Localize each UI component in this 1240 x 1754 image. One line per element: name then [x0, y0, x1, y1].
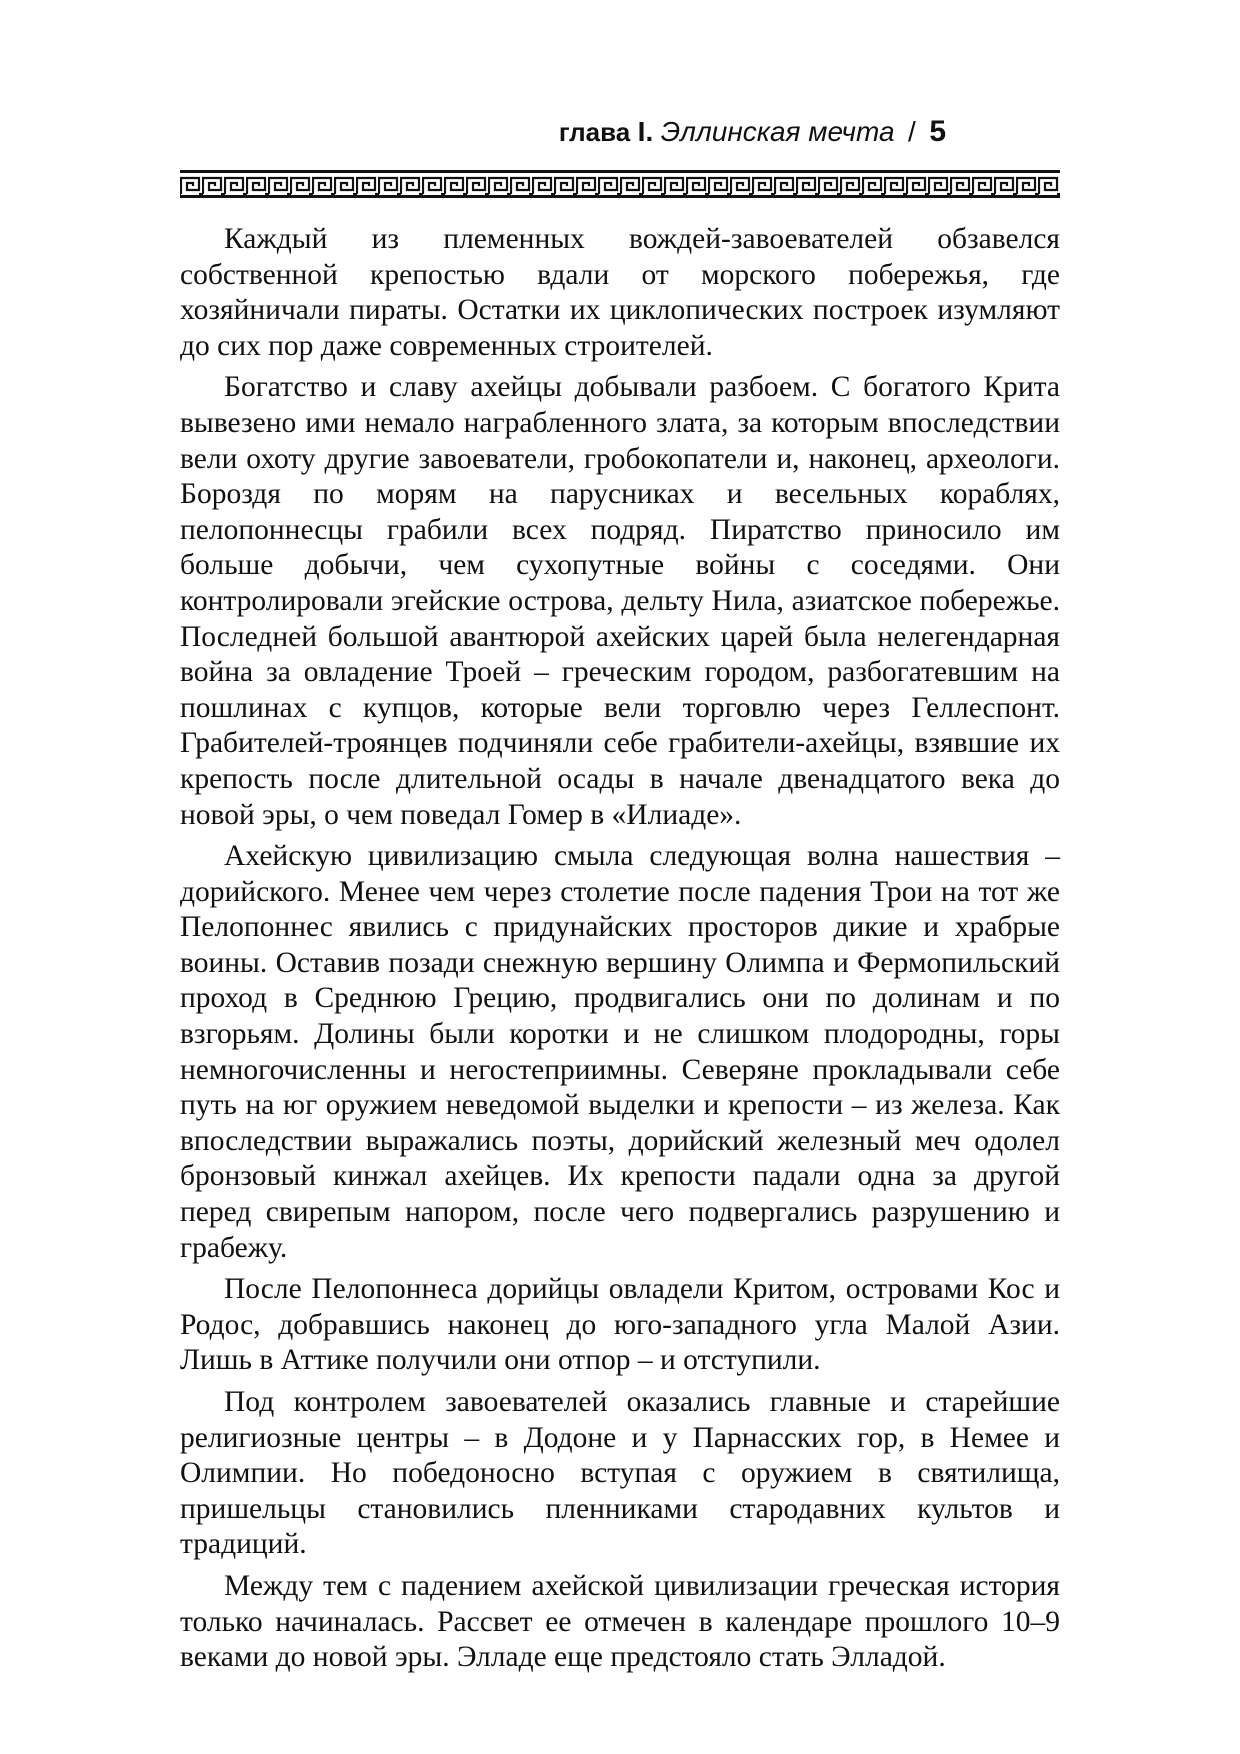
paragraph: Каждый из племенных вождей-завоевателей обзавелся собственной крепостью вдали от морского побережья, где хозяйничали пираты. Остатки их циклопических построек изумляют до сих пор даже современных строителей.	[180, 223, 1060, 362]
greek-key-border-ornament	[180, 170, 1060, 198]
paragraph: Под контролем завоевателей оказались главные и старейшие религиозные центры – в Додоне и у Парнасских гор, в Немее и Олимпии. Но победоносно вступая с оружием в святилища, пришельцы становились пленниками стародавних культов и традиций.	[180, 1386, 1060, 1561]
paragraph: После Пелопоннеса дорийцы овладели Критом, островами Кос и Родос, добравшись наконец до юго-западного угла Малой Азии. Лишь в Аттике получили они отпор – и отступили.	[180, 1273, 1060, 1377]
paragraph: Богатство и славу ахейцы добывали разбоем. С богатого Крита вывезено ими немало награбленного злата, за которым впоследствии вели охоту другие завоеватели, гробокопатели и, наконец, археологи. Бороздя по морям на парусниках и весельных кораблях, пелопоннесцы грабили всех подряд. Пиратство приносило им больше добычи, чем сухопутные войны с соседями. Они контролировали эгейские острова, дельту Нила, азиатское побережье. Последней большой авантюрой ахейских царей была нелегендарная война за овладение Троей – греческим городом, разбогатевшим на пошлинах с купцов, которые вели торговлю через Геллеспонт. Грабителей-троянцев подчиняли себе грабители-ахейцы, взявшие их крепость после длительной осады в начале двенадцатого века до новой эры, о чем поведал Гомер в «Илиаде».	[180, 371, 1060, 831]
body-text	[180, 222, 1060, 1682]
paragraph: Ахейскую цивилизацию смыла следующая волна нашествия – дорийского. Менее чем через столетие после падения Трои на тот же Пелопоннес явились с придунайских просторов дикие и храбрые воины. Оставив позади снежную вершину Олимпа и Фермопильский проход в Среднюю Грецию, продвигались они по долинам и по взгорьям. Долины были коротки и не слишком плодородны, горы немногочисленны и негостеприимны. Северяне прокладывали себе путь на юг оружием неведомой выделки и крепости – из железа. Как впоследствии выражались поэты, дорийский железный меч одолел бронзовый кинжал ахейцев. Их крепости падали одна за другой перед свирепым напором, после чего подвергались разрушению и грабежу.	[180, 840, 1060, 1264]
paragraph: Между тем с падением ахейской цивилизации греческая история только начиналась. Рассвет ее отмечен в календаре прошлого 10–9 веками до новой эры. Элладе еще предстояло стать Элладой.	[180, 1569, 1060, 1674]
chapter-title: Эллинская мечта	[660, 116, 895, 147]
chapter-word: глава	[558, 117, 631, 147]
header-separator: /	[908, 116, 916, 147]
running-head	[559, 114, 946, 150]
page-number: 5	[929, 115, 946, 148]
chapter-number: I.	[637, 116, 654, 147]
